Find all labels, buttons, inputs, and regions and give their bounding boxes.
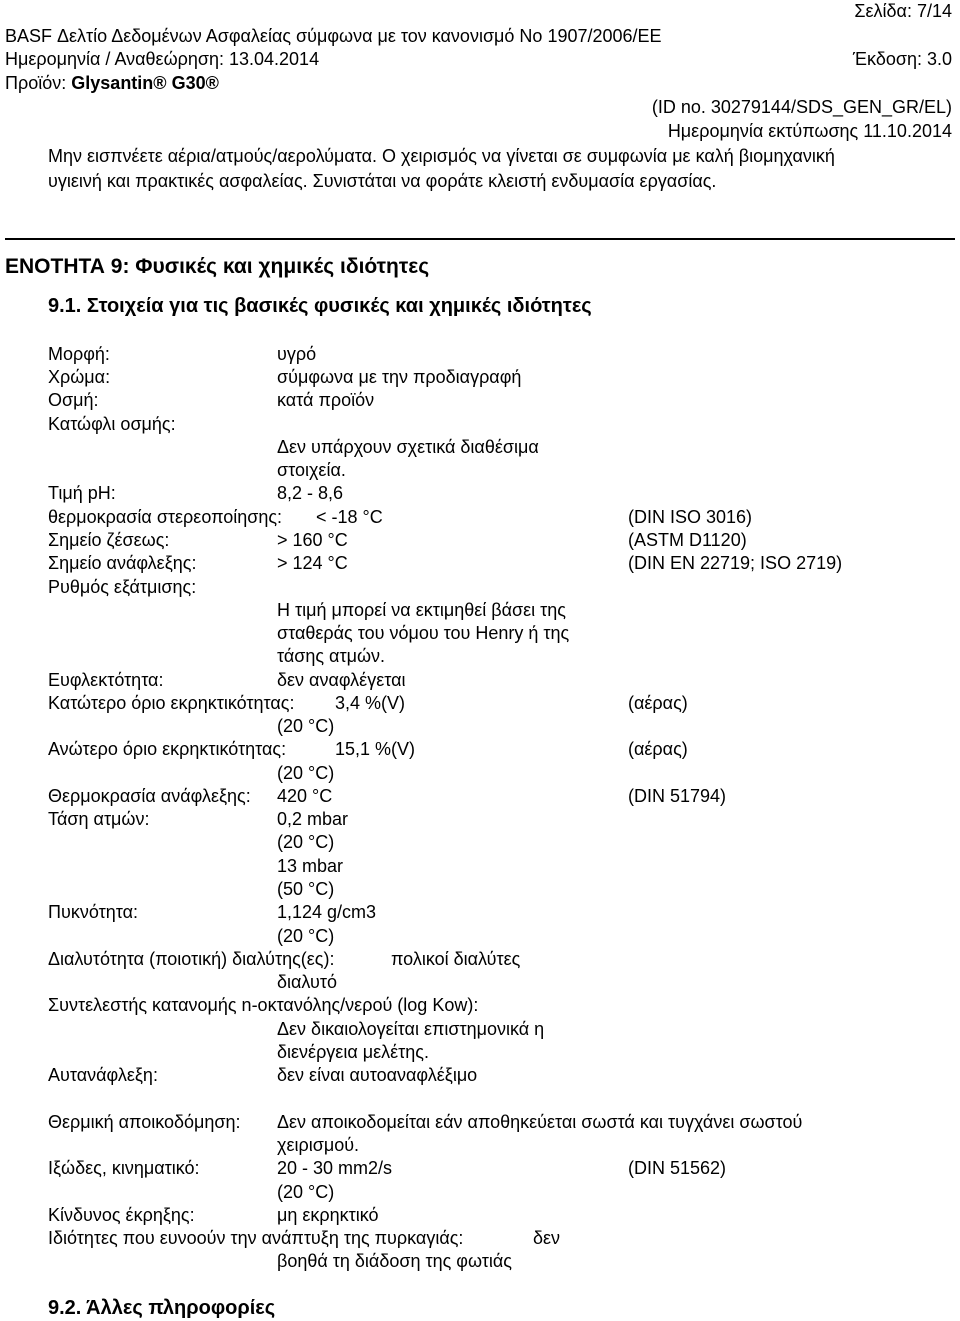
prop-value: στοιχεία.: [277, 460, 346, 480]
prop-value: διαλυτό: [277, 972, 337, 992]
prop-value: 3,4 %(V): [335, 693, 406, 713]
prop-value: 0,2 mbar: [277, 809, 349, 829]
prop-label: Σημείο ανάφλεξης:: [48, 553, 197, 573]
revision-date: Ημερομηνία / Αναθεώρηση: 13.04.2014: [5, 49, 320, 69]
prop-method: (DIN EN 22719; ISO 2719): [628, 553, 843, 573]
prop-condition: (20 °C): [277, 926, 335, 946]
prop-value: > 124 °C: [277, 553, 348, 573]
prop-label: Ευφλεκτότητα:: [48, 670, 164, 690]
prop-label: Ιδιότητες που ευνοούν την ανάπτυξη της πυρκαγιάς:: [48, 1228, 464, 1248]
prop-method: (αέρας): [628, 739, 688, 759]
section-title: ΕΝΟΤΗΤΑ 9: Φυσικές και χημικές ιδιότητες: [5, 255, 430, 278]
prop-condition: (20 °C): [277, 832, 335, 852]
prop-value: χειρισμού.: [277, 1135, 360, 1155]
prop-value: > 160 °C: [277, 530, 348, 550]
prop-value: 13 mbar: [277, 856, 344, 876]
prop-label: Κατώτερο όριο εκρηκτικότητας:: [48, 693, 295, 713]
prop-value: Δεν αποικοδομείται εάν αποθηκεύεται σωστά και τυγχάνει σωστού: [277, 1112, 803, 1132]
intro-line-1: Μην εισπνέετε αέρια/ατμούς/αερολύματα. Ο χειρισμός να γίνεται σε συμφωνία με καλή βιομηχανική: [48, 146, 835, 166]
prop-value: υγρό: [277, 344, 317, 364]
prop-value: 8,2 - 8,6: [277, 483, 344, 503]
prop-value: 15,1 %(V): [335, 739, 416, 759]
prop-condition: (20 °C): [277, 716, 335, 736]
print-date: Ημερομηνία εκτύπωσης 11.10.2014: [667, 121, 952, 141]
product-name: Glysantin® G30®: [71, 73, 219, 93]
prop-label: Διαλυτότητα (ποιοτική) διαλύτης(ες):: [48, 949, 335, 969]
prop-label: Συντελεστής κατανομής n-οκτανόλης/νερού (log Kow):: [48, 995, 479, 1015]
prop-label: Θερμική αποικοδόμηση:: [48, 1112, 241, 1132]
prop-label: Πυκνότητα:: [48, 902, 138, 922]
prop-method: (DIN ISO 3016): [628, 507, 753, 527]
prop-value: < -18 °C: [316, 507, 383, 527]
prop-method: (ASTM D1120): [628, 530, 747, 550]
prop-label: Τάση ατμών:: [48, 809, 150, 829]
prop-label: Χρώμα:: [48, 367, 111, 387]
prop-value: διενέργεια μελέτης.: [277, 1042, 429, 1062]
prop-value: 20 - 30 mm2/s: [277, 1158, 393, 1178]
document-title: BASF Δελτίο Δεδομένων Ασφαλείας σύμφωνα με τον κανονισμό No 1907/2006/ΕΕ: [5, 26, 662, 46]
prop-label: Ιξώδες, κινηματικό:: [48, 1158, 200, 1178]
prop-value: πολικοί διαλύτες: [391, 949, 521, 969]
product-label: Προϊόν:: [5, 73, 67, 93]
prop-value: μη εκρηκτικό: [277, 1205, 379, 1225]
prop-value: βοηθά τη διάδοση της φωτιάς: [277, 1251, 512, 1271]
prop-condition: (20 °C): [277, 1182, 335, 1202]
prop-value: σταθεράς του νόμου του Henry ή της: [277, 623, 570, 643]
prop-method: (DIN 51562): [628, 1158, 727, 1178]
prop-label: Τιμή pH:: [48, 483, 116, 503]
prop-value: δεν είναι αυτοαναφλέξιμο: [277, 1065, 478, 1085]
prop-method: (DIN 51794): [628, 786, 727, 806]
prop-label: Οσμή:: [48, 390, 99, 410]
prop-label: Κίνδυνος έκρηξης:: [48, 1205, 195, 1225]
page-number: Σελίδα: 7/14: [854, 1, 952, 21]
prop-value: 420 °C: [277, 786, 333, 806]
prop-value: Δεν δικαιολογείται επιστημονικά η: [277, 1019, 545, 1039]
prop-value: δεν: [533, 1228, 561, 1248]
prop-value: σύμφωνα με την προδιαγραφή: [277, 367, 522, 387]
prop-value: 1,124 g/cm3: [277, 902, 377, 922]
prop-value: κατά προϊόν: [277, 390, 375, 410]
prop-label: θερμοκρασία στερεοποίησης:: [48, 507, 283, 527]
prop-label: Σημείο ζέσεως:: [48, 530, 170, 550]
prop-label: Αυτανάφλεξη:: [48, 1065, 158, 1085]
intro-line-2: υγιεινή και πρακτικές ασφαλείας. Συνιστάται να φοράτε κλειστή ενδυμασία εργασίας.: [48, 171, 717, 191]
subsection-9-2: 9.2. Άλλες πληροφορίες: [48, 1297, 276, 1319]
prop-label: Κατώφλι οσμής:: [48, 414, 176, 434]
version: Έκδοση: 3.0: [852, 49, 952, 69]
prop-value: Δεν υπάρχουν σχετικά διαθέσιμα: [277, 437, 539, 457]
section-divider: [5, 238, 955, 240]
prop-label: Μορφή:: [48, 344, 110, 364]
id-number: (ID no. 30279144/SDS_GEN_GR/EL): [651, 97, 952, 117]
subsection-9-1: 9.1. Στοιχεία για τις βασικές φυσικές και χημικές ιδιότητες: [48, 295, 592, 317]
prop-condition: (50 °C): [277, 879, 335, 899]
prop-method: (αέρας): [628, 693, 688, 713]
prop-condition: (20 °C): [277, 763, 335, 783]
prop-label: Θερμοκρασία ανάφλεξης:: [48, 786, 251, 806]
prop-value: τάσης ατμών.: [277, 646, 385, 666]
product-line: [5, 72, 219, 94]
prop-label: Ρυθμός εξάτμισης:: [48, 577, 197, 597]
prop-value: Η τιμή μπορεί να εκτιμηθεί βάσει της: [277, 600, 566, 620]
prop-label: Ανώτερο όριο εκρηκτικότητας:: [48, 739, 287, 759]
prop-value: δεν αναφλέγεται: [277, 670, 406, 690]
